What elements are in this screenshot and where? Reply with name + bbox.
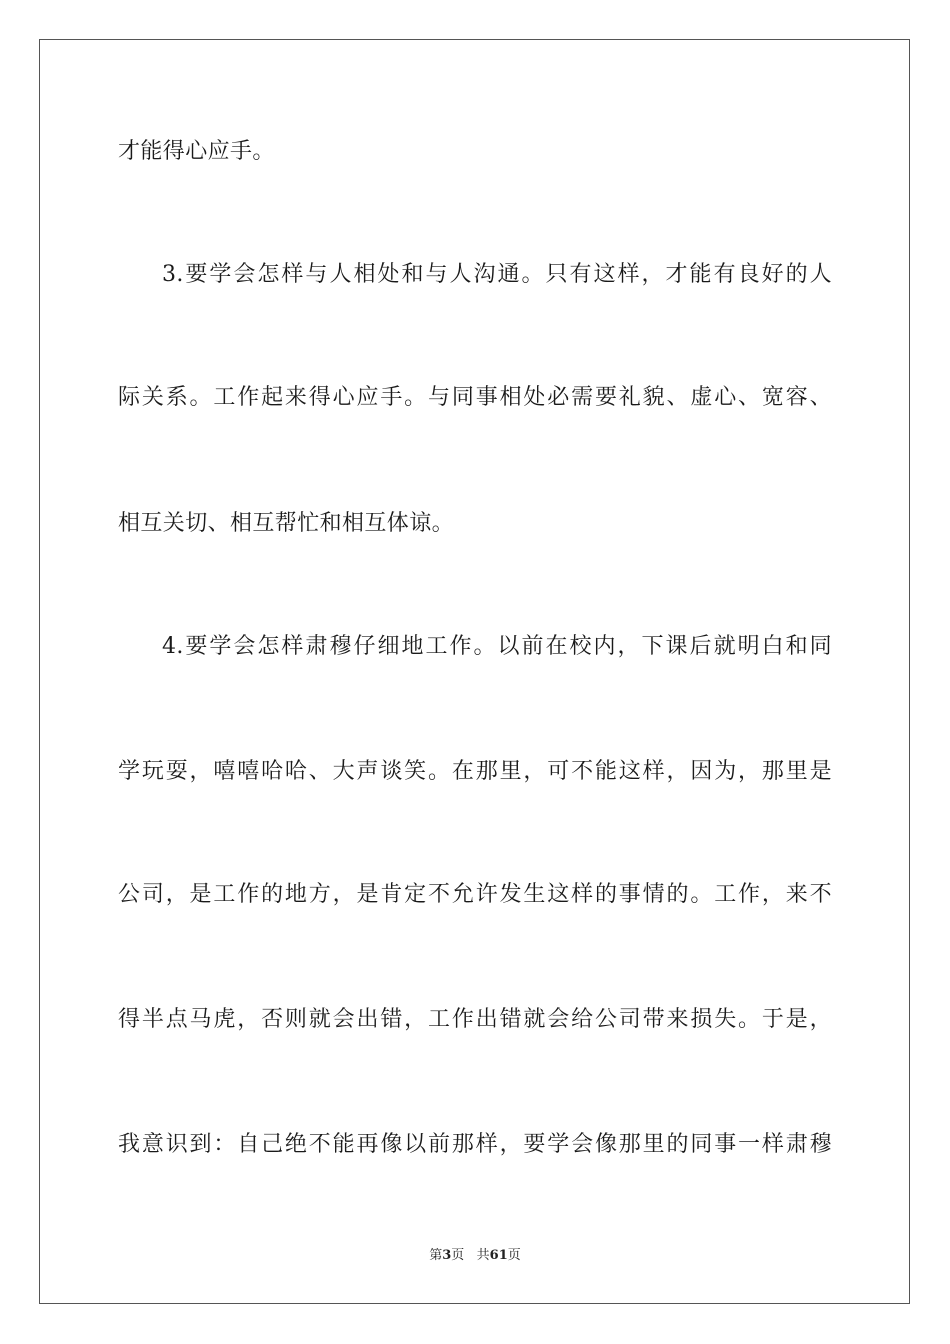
footer-prefix: 第 [429,1248,443,1263]
text-line-4: 相互关切、相互帮忙和相互体谅。 [118,511,455,536]
footer-middle: 页 共 [451,1248,490,1263]
footer-suffix: 页 [507,1248,521,1263]
text-line-3: 际关系。工作起来得心应手。与同事相处必需要礼貌、虚心、宽容、 [118,385,832,410]
page-footer [0,1247,950,1265]
text-line-8: 得半点马虎，否则就会出错，工作出错就会给公司带来损失。于是， [118,1007,832,1032]
text-line-7: 公司，是工作的地方，是肯定不允许发生这样的事情的。工作，来不 [118,882,832,907]
page-border [39,39,910,1304]
text-line-2: 3.要学会怎样与人相处和与人沟通。只有这样，才能有良好的人 [162,262,832,287]
text-line-1: 才能得心应手。 [118,139,275,164]
text-line-6: 学玩耍，嘻嘻哈哈、大声谈笑。在那里，可不能这样，因为，那里是 [118,759,832,784]
text-line-9: 我意识到：自己绝不能再像以前那样，要学会像那里的同事一样肃穆 [118,1132,832,1157]
total-pages-number: 61 [489,1248,508,1263]
current-page-number: 3 [442,1248,452,1263]
text-line-5: 4.要学会怎样肃穆仔细地工作。以前在校内，下课后就明白和同 [162,634,832,659]
